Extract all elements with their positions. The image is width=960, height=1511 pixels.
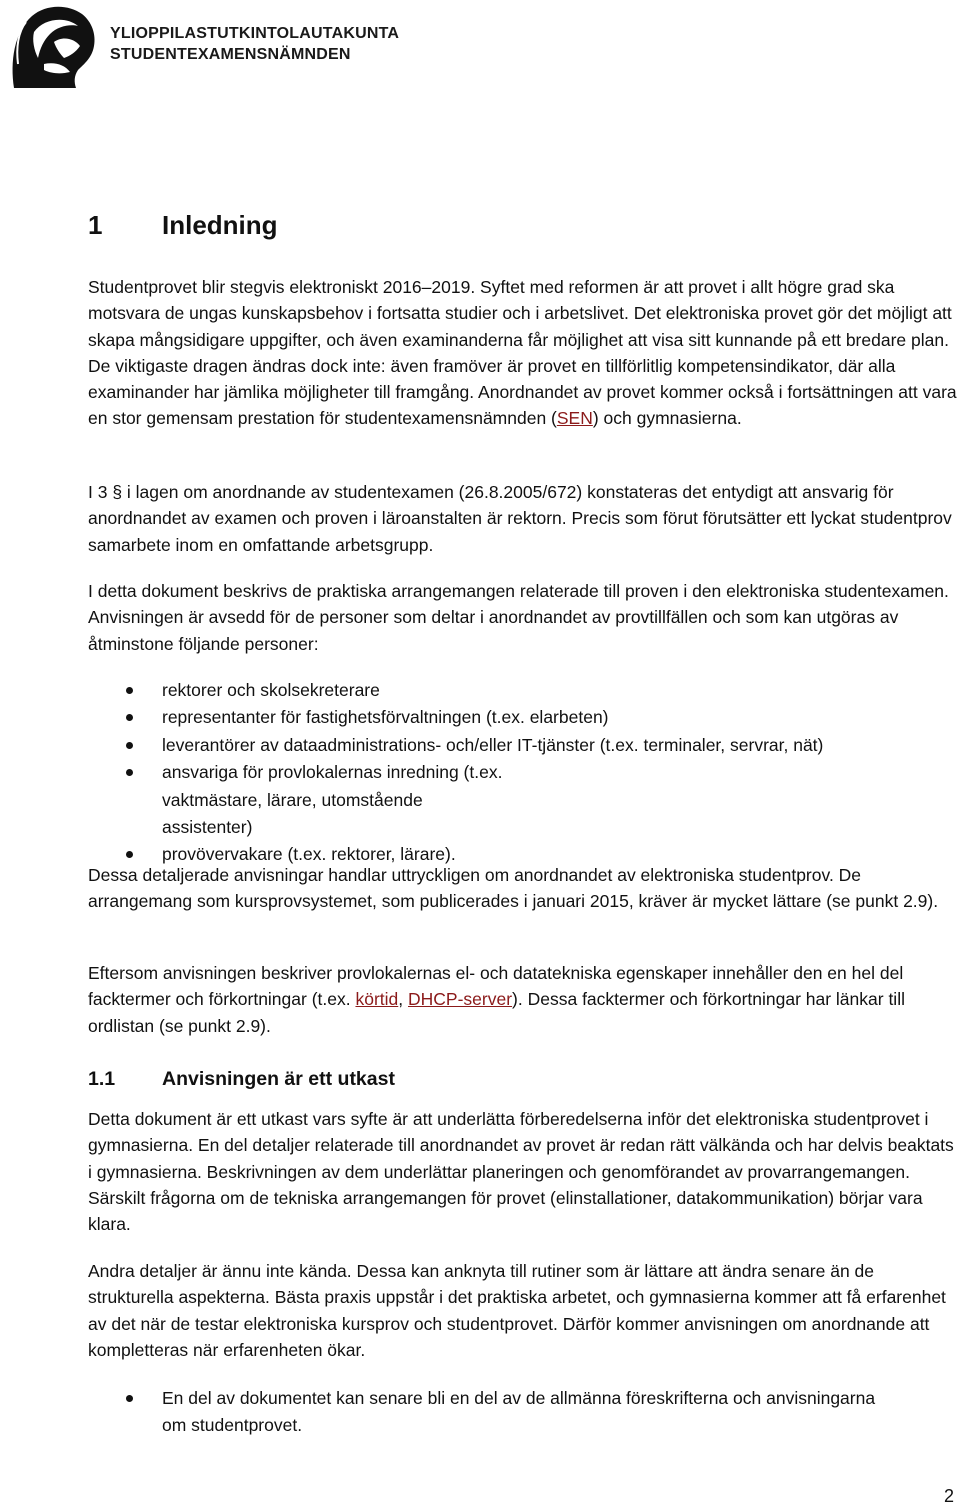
org-name-finnish: YLIOPPILASTUTKINTOLAUTAKUNTA [110, 25, 400, 42]
list-item: leverantörer av dataadministrations- och/eller IT-tjänster (t.ex. terminaler, servrar, nät) [88, 732, 960, 759]
page-number: 2 [943, 1486, 954, 1506]
list-item: provövervakare (t.ex. rektorer, lärare). [88, 841, 960, 868]
section-number: 1 [88, 210, 103, 240]
section-number: 1.1 [88, 1068, 116, 1090]
document-scope-paragraph: I detta dokument beskrivs de praktiska arrangemangen relaterade till proven i den elektroniska studentexamen. Anvisningen är avsedd för de personer som deltar i anordnandet av provtillfällen och som kan utgöras av åtminstone följande personer: [88, 581, 949, 654]
list-item: rektorer och skolsekreterare [88, 677, 960, 704]
helmet-logo-icon [4, 2, 100, 90]
intro-paragraph: Studentprovet blir stegvis elektroniskt 2016–2019. Syftet med reformen är att provet i allt högre grad ska motsvara de ungas kunskapsbehov i fortsatta studier och i arbetslivet. Det elektroniska provet gör det möjligt att skapa mångsidigare uppgifter, och även examinanderna får möjlighet att visa sitt kunnande på ett bredare plan. De viktigaste dragen ändras dock inte: även framöver är provet en tillförlitlig kompetensindikator, där alla examinander har jämlika möjligheter till framgång. Anordnandet av provet kommer också i fortsättningen att vara en stor gemensam prestation för studentexamensnämnden (SEN) och gymnasierna. [88, 277, 957, 429]
future-list [88, 1385, 960, 1440]
dhcp-server-glossary-link[interactable]: DHCP-server [408, 989, 513, 1010]
law-paragraph: I 3 § i lagen om anordnande av studentexamen (26.8.2005/672) konstateras det entydigt att ansvarig för anordnandet av examen och proven i läroanstalten är rektorn. Precis som förut förutsätter ett lyckat studentprov samarbete inom en omfattande arbetsgrupp. [88, 482, 952, 555]
detailed-instructions-paragraph: Dessa detaljerade anvisningar handlar uttryckligen om anordnandet av elektroniska studentprov. De arrangemang som kursprovsystemet, som publicerades i januari 2015, kräver är mycket lättare (se punkt 2.9). [88, 865, 939, 912]
list-item: representanter för fastighetsförvaltningen (t.ex. elarbeten) [88, 704, 960, 731]
sen-glossary-link[interactable]: SEN [556, 408, 593, 429]
list-item: ansvariga för provlokalernas inredning (t.ex. vaktmästare, lärare, utomstående assistenter) [88, 759, 960, 841]
terminology-paragraph: Eftersom anvisningen beskriver provlokalernas el- och datatekniska egenskaper innehåller den en hel del facktermer och förkortningar (t.ex. körtid, DHCP-server). Dessa facktermer och förkortningar har länkar till ordlistan (se punkt 2.9). [88, 963, 905, 1036]
kortid-glossary-link[interactable]: körtid [355, 989, 399, 1010]
page-header [0, 0, 960, 90]
section-title: Anvisningen är ett utkast [162, 1068, 395, 1090]
org-name-swedish: STUDENTEXAMENSNÄMNDEN [110, 46, 351, 63]
draft-paragraph: Detta dokument är ett utkast vars syfte är att underlätta förberedelserna inför det elektroniska studentprovet i gymnasierna. En del detaljer relaterade till anordnandet av provet är redan rätt välkända och har delvis beaktats i gymnasierna. Beskrivningen av dem underlättar planeringen och genomförandet av provarrangemangen. Särskilt frågorna om de tekniska arrangemangen för provet (elinstallationer, datakommunikation) börjar vara klara. [88, 1109, 954, 1235]
participants-list [88, 677, 960, 869]
section-title: Inledning [162, 210, 278, 240]
other-details-paragraph: Andra detaljer är ännu inte kända. Dessa kan anknyta till rutiner som är lättare att ändra senare än de strukturella aspekterna. Bästa praxis uppstår i det praktiska arbetet, och gymnasierna kommer att få erfarenhet av det när de testar elektroniska kursprov och studentprovet. Därför kommer anvisningen om anordnande att kompletteras när erfarenheten ökar. [88, 1261, 946, 1360]
list-item: En del av dokumentet kan senare bli en del av de allmänna föreskrifterna och anvisningarna om studentprovet. [88, 1385, 960, 1440]
